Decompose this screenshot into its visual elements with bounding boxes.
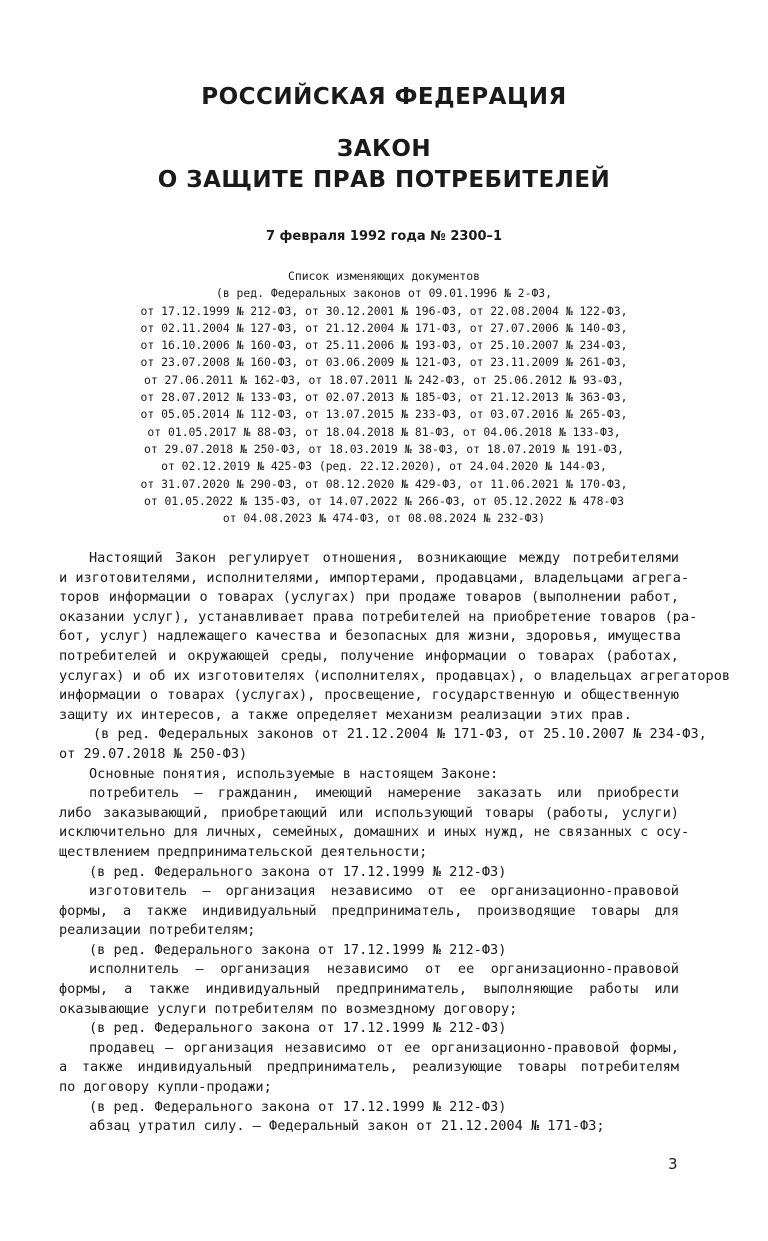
body-line: потребитель — гражданин, имеющий намерение заказать или приобрести: [89, 785, 679, 802]
body-line: бот, услуг) надлежащего качества и безопасных для жизни, здоровья, имущества: [59, 628, 681, 645]
body-line: (в ред. Федерального закона от 17.12.1999 № 212-ФЗ): [89, 863, 507, 880]
body-line: (в ред. Федерального закона от 17.12.1999 № 212-ФЗ): [89, 1020, 507, 1037]
amendment-line: от 01.05.2017 № 88-ФЗ, от 18.04.2018 № 81-ФЗ, от 04.06.2018 № 133-ФЗ,: [147, 424, 621, 439]
body-line: реализации потребителям;: [59, 922, 256, 939]
law-title-line-1: ЗАКОН: [336, 136, 432, 162]
body-line: защиту их интересов, а также определяет механизм реализации этих прав.: [59, 706, 632, 723]
body-line: от 29.07.2018 № 250-ФЗ): [59, 745, 248, 762]
body-line: по договору купли-продажи;: [59, 1079, 272, 1096]
amendment-line: от 05.05.2014 № 112-ФЗ, от 13.07.2015 № 233-ФЗ, от 03.07.2016 № 265-ФЗ,: [140, 407, 628, 422]
amendment-line: от 23.07.2008 № 160-ФЗ, от 03.06.2009 № 121-ФЗ, от 23.11.2009 № 261-ФЗ,: [140, 355, 628, 370]
amendment-line: от 29.07.2018 № 250-ФЗ, от 18.03.2019 № 38-ФЗ, от 18.07.2019 № 191-ФЗ,: [143, 441, 625, 456]
body-line: потребителей и окружающей среды, получение информации о товарах (работах,: [59, 647, 679, 664]
body-line: исполнитель — организация независимо от ее организационно-правовой: [89, 961, 679, 978]
amendments-list: [90, 268, 678, 527]
body-line: оказании услуг), устанавливает права потребителей на приобретение товаров (ра-: [59, 608, 698, 625]
body-line: информации о товарах (услугах), просвещение, государственную и общественную: [59, 687, 679, 704]
body-line: ществлением предпринимательской деятельности;: [59, 843, 428, 860]
amendment-line: от 01.05.2022 № 135-ФЗ, от 14.07.2022 № 266-ФЗ, от 05.12.2022 № 478-ФЗ: [143, 493, 625, 508]
law-title: [60, 134, 708, 196]
body-line: и изготовителями, исполнителями, импортерами, продавцами, владельцами агрега-: [59, 569, 690, 586]
amendment-line: Список изменяющих документов: [287, 269, 481, 283]
body-line: услугах) и об их изготовителях (исполнителях, продавцах), о владельцах агрегаторов: [59, 667, 731, 684]
body-line: Основные понятия, используемые в настоящем Законе:: [89, 765, 499, 782]
body-line: (в ред. Федеральных законов от 21.12.2004 № 171-ФЗ, от 25.10.2007 № 234-ФЗ,: [93, 726, 707, 743]
amendment-line: от 17.12.1999 № 212-ФЗ, от 30.12.2001 № 196-ФЗ, от 22.08.2004 № 122-ФЗ,: [140, 303, 628, 318]
body-line: абзац утратил силу. — Федеральный закон от 21.12.2004 № 171-ФЗ;: [89, 1118, 605, 1135]
body-line: оказывающие услуги потребителям по возмездному договору;: [59, 1000, 518, 1017]
body-line: торов информации о товарах (услугах) при продаже товаров (выполнении работ,: [59, 589, 679, 606]
amendment-line: (в ред. Федеральных законов от 09.01.1996 № 2-ФЗ,: [215, 286, 553, 301]
body-line: исключительно для личных, семейных, домашних и иных нужд, не связанных с осу-: [59, 824, 690, 841]
law-body: [59, 549, 731, 1137]
amendment-line: от 02.11.2004 № 127-ФЗ, от 21.12.2004 № 171-ФЗ, от 27.07.2006 № 140-ФЗ,: [140, 320, 628, 335]
body-line: Настоящий Закон регулирует отношения, возникающие между потребителями: [89, 550, 679, 566]
body-line: либо заказывающий, приобретающий или использующий товары (работы, услуги): [59, 804, 679, 821]
amendment-line: от 27.06.2011 № 162-ФЗ, от 18.07.2011 № 242-ФЗ, от 25.06.2012 № 93-ФЗ,: [143, 372, 625, 387]
law-date: 7 февраля 1992 года № 2300–1: [265, 229, 503, 244]
body-line: а также индивидуальный предприниматель, реализующие товары потребителям: [59, 1059, 679, 1076]
body-line: продавец — организация независимо от ее организационно-правовой формы,: [89, 1039, 679, 1056]
body-line: изготовитель — организация независимо от ее организационно-правовой: [89, 883, 679, 900]
amendment-line: от 16.10.2006 № 160-ФЗ, от 25.11.2006 № 193-ФЗ, от 25.10.2007 № 234-ФЗ,: [140, 338, 628, 353]
body-line: формы, а также индивидуальный предприниматель, производящие товары для: [59, 902, 679, 919]
body-line: формы, а также индивидуальный предприниматель, выполняющие работы или: [59, 981, 679, 998]
law-title-line-2: О ЗАЩИТЕ ПРАВ ПОТРЕБИТЕЛЕЙ: [157, 167, 611, 193]
amendment-line: от 31.07.2020 № 290-ФЗ, от 08.12.2020 № 429-ФЗ, от 11.06.2021 № 170-ФЗ,: [140, 476, 628, 491]
amendment-line: от 28.07.2012 № 133-ФЗ, от 02.07.2013 № 185-ФЗ, от 21.12.2013 № 363-ФЗ,: [140, 390, 628, 405]
body-line: (в ред. Федерального закона от 17.12.1999 № 212-ФЗ): [89, 1098, 507, 1115]
amendment-line: от 04.08.2023 № 474-ФЗ, от 08.08.2024 № 232-ФЗ): [222, 511, 546, 526]
country-heading: РОССИЙСКАЯ ФЕДЕРАЦИЯ: [201, 84, 567, 110]
page-number: 3: [668, 1155, 678, 1173]
amendment-line: от 02.12.2019 № 425-ФЗ (ред. 22.12.2020), от 24.04.2020 № 144-ФЗ,: [161, 459, 607, 474]
body-line: (в ред. Федерального закона от 17.12.1999 № 212-ФЗ): [89, 941, 507, 958]
